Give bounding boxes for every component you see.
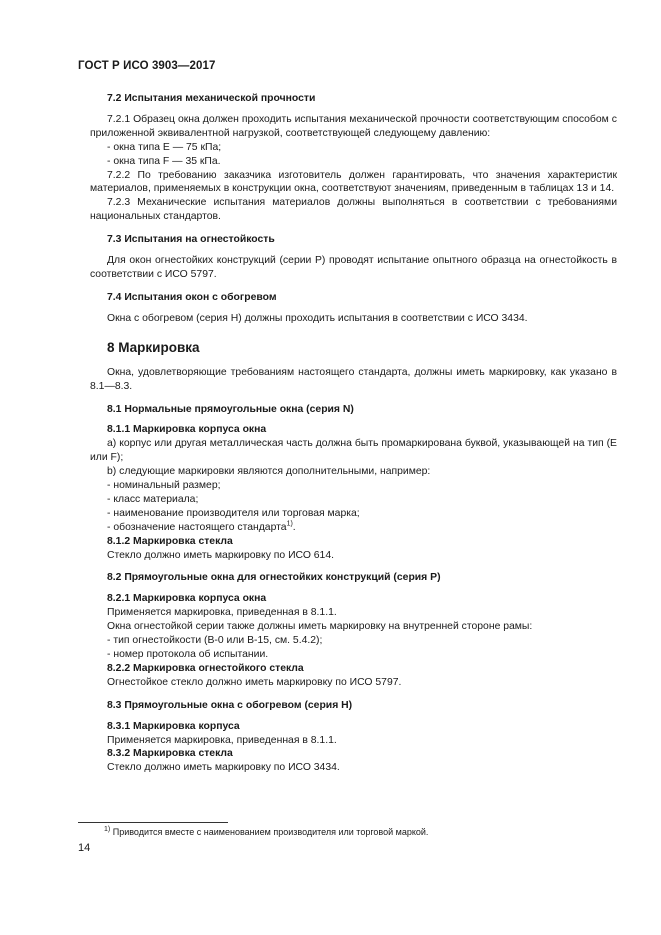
subsection-8-2-2-heading: 8.2.2 Маркировка огнестойкого стекла [107, 662, 304, 674]
list-item: - окна типа Е — 75 кПа; [107, 141, 222, 153]
page-content [90, 92, 617, 775]
paragraph-8-1-2: Стекло должно иметь маркировку по ИСО 614. [107, 549, 335, 561]
paragraph-7-2-3: 7.2.3 Механические испытания материалов должны выполняться в соответствии с требованиями национальных стандартов. [90, 197, 617, 223]
section-8-1-heading: 8.1 Нормальные прямоугольные окна (серия N) [107, 403, 354, 415]
section-7-4-heading: 7.4 Испытания окон с обогревом [107, 291, 277, 303]
section-8-3-heading: 8.3 Прямоугольные окна с обогревом (серия Н) [107, 699, 353, 711]
list-item-end: . [292, 521, 296, 533]
page-header: ГОСТ Р ИСО 3903—2017 [78, 60, 216, 72]
section-7-3-heading: 7.3 Испытания на огнестойкость [107, 234, 275, 246]
paragraph-8-2-1: Применяется маркировка, приведенная в 8.1.1. [107, 607, 337, 619]
footnote-mark: 1) [104, 826, 111, 833]
footnote [104, 827, 428, 838]
subsection-8-2-1-heading: 8.2.1 Маркировка корпуса окна [107, 593, 267, 605]
footnote-ref: 1) [286, 520, 293, 528]
paragraph-8-3-2: Стекло должно иметь маркировку по ИСО 3434. [107, 762, 340, 774]
subsection-8-3-2-heading: 8.3.2 Маркировка стекла [107, 748, 233, 760]
list-item [90, 521, 617, 535]
page-number: 14 [78, 842, 91, 854]
paragraph-7-2-1: 7.2.1 Образец окна должен проходить испытания механической прочности соответствующим способом с приложенной эквивалентной нагрузкой, соответствующей следующему давлению: [90, 113, 617, 139]
paragraph-7-4: Окна с обогревом (серия Н) должны проходить испытания в соответствии с ИСО 3434. [107, 312, 528, 324]
list-item: b) следующие маркировки являются дополнительными, например: [107, 466, 431, 478]
section-7-2-heading: 7.2 Испытания механической прочности [107, 93, 316, 104]
footnote-text: Приводится вместе с наименованием производителя или торговой маркой. [110, 827, 429, 837]
section-8-heading: 8 Маркировка [107, 339, 200, 355]
list-item-text: - обозначение настоящего стандарта [107, 521, 287, 533]
list-item: - класс материала; [107, 493, 199, 505]
paragraph-8-2-2: Огнестойкое стекло должно иметь маркировку по ИСО 5797. [107, 676, 402, 688]
paragraph-7-3: Для окон огнестойких конструкций (серии Р) проводят испытание опытного образца на огнестойкость в соответствии с ИСО 5797. [90, 255, 617, 280]
paragraph-8: Окна, удовлетворяющие требованиям настоящего стандарта, должны иметь маркировку, как указано в 8.1—8.3. [90, 366, 617, 392]
paragraph-8-1-1-a: а) корпус или другая металлическая часть должна быть промаркирована буквой, указывающей на тип (Е или F); [90, 438, 617, 464]
paragraph-8-2-1b: Окна огнестойкой серии также должны иметь маркировку на внутренней стороне рамы: [107, 621, 533, 633]
list-item: - тип огнестойкости (В-0 или В-15, см. 5.4.2); [107, 635, 323, 647]
subsection-8-3-1-heading: 8.3.1 Маркировка корпуса [107, 720, 240, 732]
paragraph-7-2-2: 7.2.2 По требованию заказчика изготовитель должен гарантировать, что значения характеристик материалов, применяемых в конструкции окна, соответствуют значениям, приведенным в таблицах 13 и 14. [90, 169, 617, 195]
list-item: - номинальный размер; [107, 480, 221, 492]
list-item: - номер протокола об испытании. [107, 649, 269, 660]
subsection-8-1-2-heading: 8.1.2 Маркировка стекла [107, 535, 233, 547]
section-8-2-heading: 8.2 Прямоугольные окна для огнестойких конструкций (серия Р) [107, 572, 441, 584]
paragraph-8-3-1: Применяется маркировка, приведенная в 8.1.1. [107, 734, 337, 746]
subsection-8-1-1-heading: 8.1.1 Маркировка корпуса окна [107, 424, 267, 436]
list-item: - наименование производителя или торговая марка; [107, 507, 360, 519]
list-item: - окна типа F — 35 кПа. [107, 155, 221, 167]
footnote-divider [78, 822, 228, 823]
